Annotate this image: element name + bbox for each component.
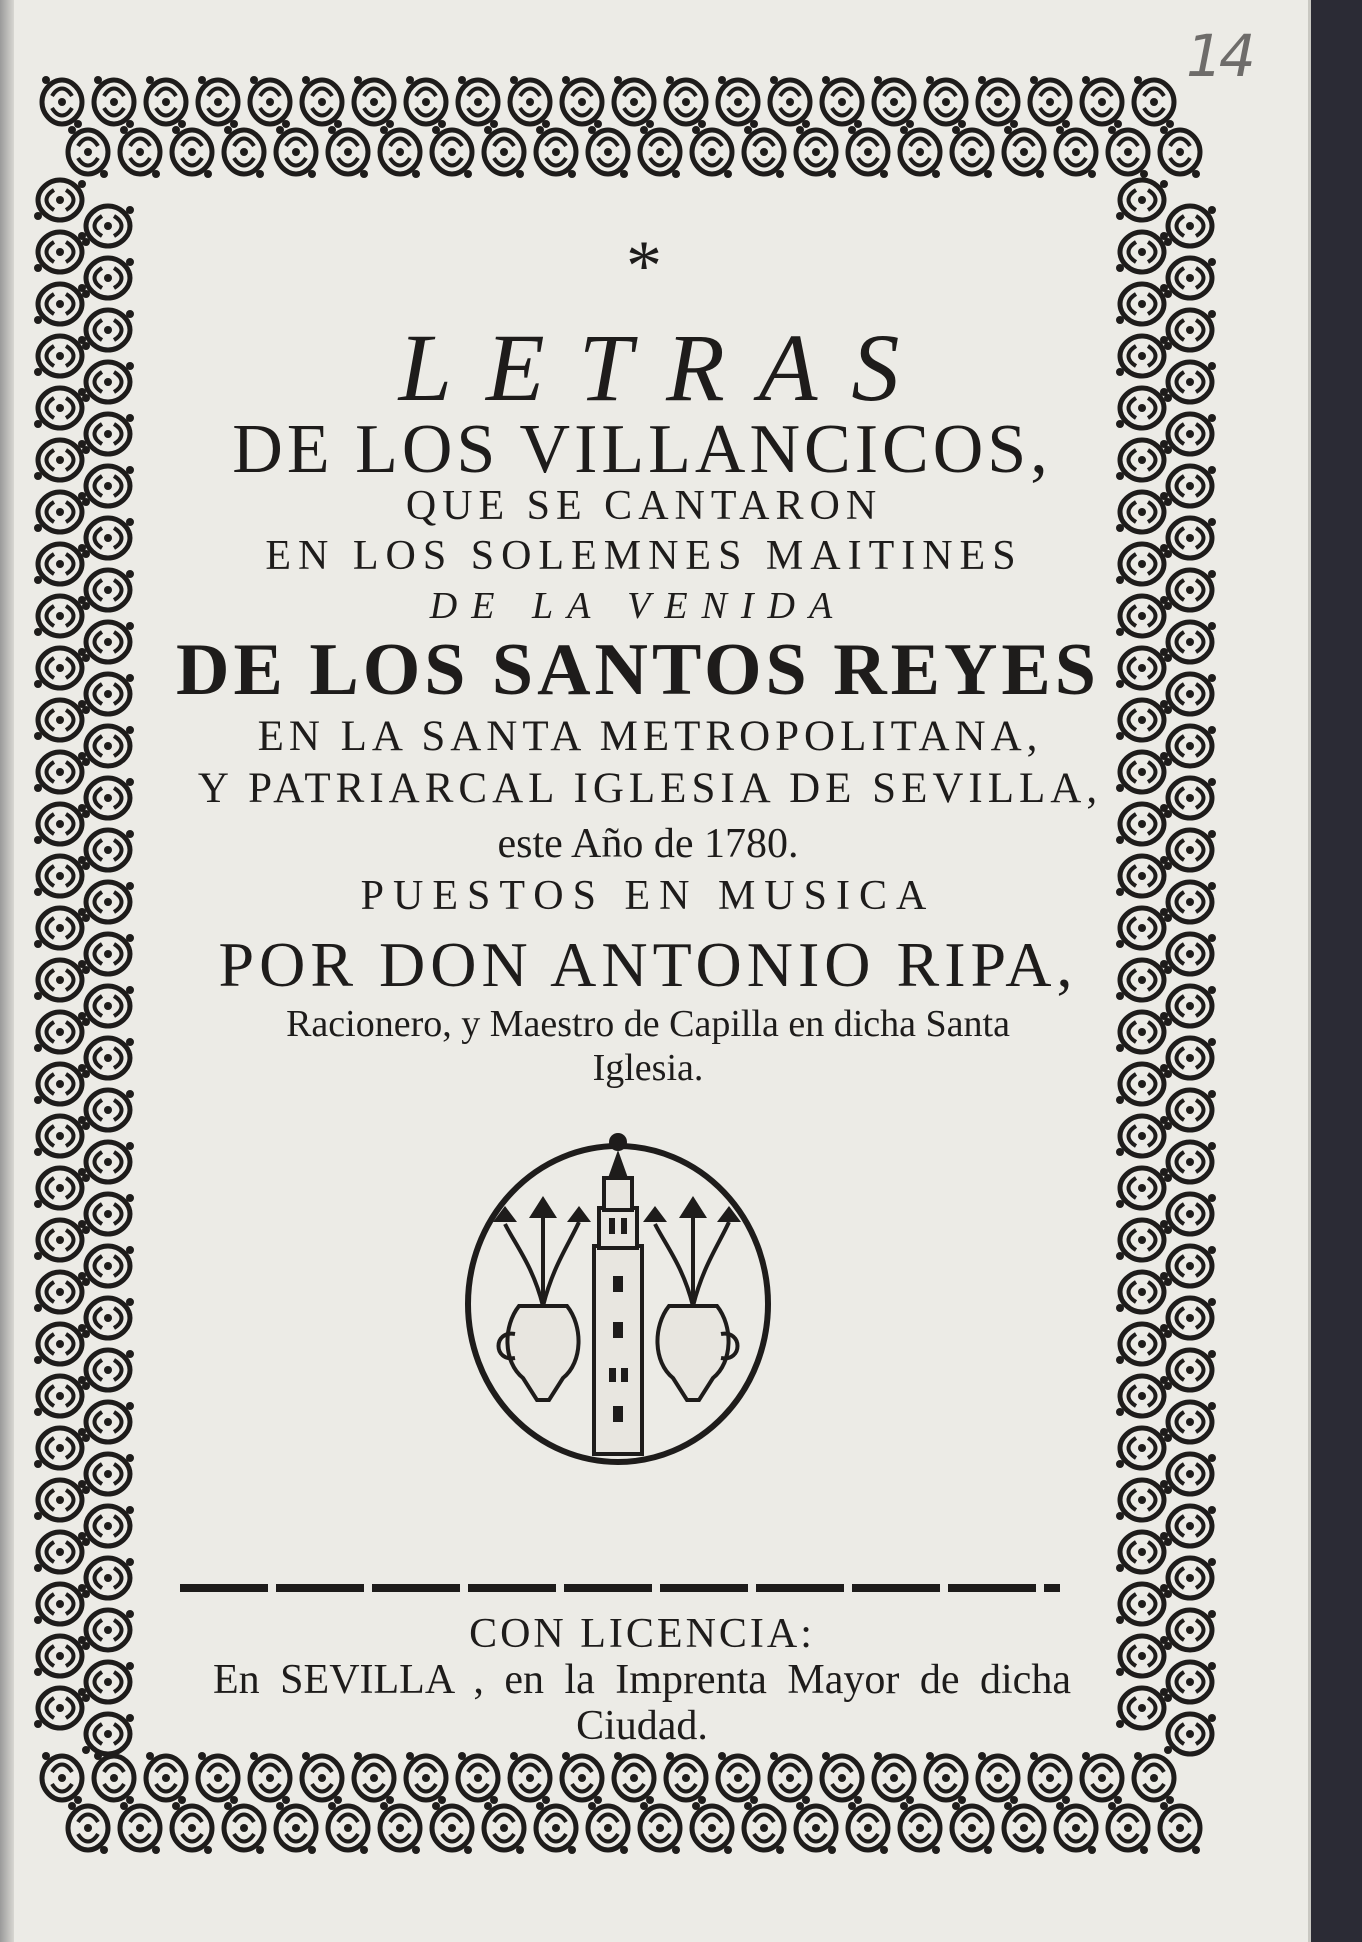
imprint-licencia: CON LICENCIA:	[469, 1611, 815, 1657]
border-ornament	[822, 1752, 862, 1804]
imprint-ciudad: Ciudad.	[576, 1703, 708, 1749]
border-ornament	[952, 1802, 992, 1854]
border-ornament	[874, 76, 914, 128]
border-bottom-ornaments	[42, 1752, 1200, 1854]
border-ornament	[1116, 1324, 1168, 1364]
border-ornament	[796, 1802, 836, 1854]
border-ornament	[666, 1752, 706, 1804]
border-ornament	[1116, 1376, 1168, 1416]
border-ornament	[666, 76, 706, 128]
border-ornament	[588, 126, 628, 178]
border-ornament	[94, 1752, 134, 1804]
title-line-cantaron: QUE SE CANTARON	[405, 483, 883, 529]
border-ornament	[432, 1802, 472, 1854]
title-line-patriarcal: Y PATRIARCAL IGLESIA DE SEVILLA,	[197, 765, 1103, 812]
border-ornament	[900, 126, 940, 178]
border-ornament	[380, 126, 420, 178]
border-ornament	[1108, 1802, 1148, 1854]
asterisk-ornament: *	[626, 226, 662, 306]
border-ornament	[744, 1802, 784, 1854]
border-ornament	[1164, 1246, 1216, 1286]
border-ornament	[718, 76, 758, 128]
border-ornament	[42, 1752, 82, 1804]
border-ornament	[250, 1752, 290, 1804]
border-ornament	[34, 1428, 86, 1468]
border-ornament	[172, 1802, 212, 1854]
border-ornament	[1030, 1752, 1070, 1804]
title-line-villancicos: DE LOS VILLANCICOS,	[232, 411, 1052, 488]
title-line-santos-reyes: DE LOS SANTOS REYES	[176, 629, 1100, 711]
border-ornament	[1116, 1220, 1168, 1260]
border-ornament	[34, 180, 86, 220]
border-ornament	[1082, 1752, 1122, 1804]
border-ornament	[718, 1752, 758, 1804]
title-line-composer: POR DON ANTONIO RIPA,	[218, 929, 1078, 1000]
border-ornament	[1056, 126, 1096, 178]
border-top-ornaments	[42, 76, 1200, 178]
border-ornament	[1164, 1454, 1216, 1494]
border-ornament	[406, 76, 446, 128]
title-line-racionero: Racionero, y Maestro de Capilla en dicha Santa	[286, 1003, 1010, 1045]
title-line-metropolitana: EN LA SANTA METROPOLITANA,	[257, 713, 1043, 760]
border-ornament	[978, 1752, 1018, 1804]
border-ornament	[146, 1752, 186, 1804]
border-ornament	[82, 1558, 134, 1598]
folio-number: 14	[1186, 22, 1252, 90]
border-ornament	[770, 1752, 810, 1804]
border-ornament	[1004, 126, 1044, 178]
title-line-musica: PUESTOS EN MUSICA	[360, 873, 936, 919]
border-ornament	[302, 1752, 342, 1804]
border-ornament	[692, 126, 732, 178]
border-ornament	[1116, 1428, 1168, 1468]
border-ornament	[34, 1116, 86, 1156]
border-ornament	[848, 126, 888, 178]
border-ornament	[276, 1802, 316, 1854]
border-ornament	[224, 1802, 264, 1854]
border-ornament	[328, 126, 368, 178]
border-ornament	[1004, 1802, 1044, 1854]
border-ornament	[510, 76, 550, 128]
border-ornament	[82, 1402, 134, 1442]
border-ornament	[796, 126, 836, 178]
border-ornament	[1116, 1480, 1168, 1520]
border-ornament	[900, 1802, 940, 1854]
border-ornament	[198, 1752, 238, 1804]
border-ornament	[1164, 1142, 1216, 1182]
border-ornament	[146, 76, 186, 128]
border-ornament	[978, 76, 1018, 128]
border-ornament	[302, 76, 342, 128]
border-ornament	[1164, 1402, 1216, 1442]
border-ornament	[1160, 126, 1200, 178]
border-ornament	[354, 1752, 394, 1804]
border-ornament	[458, 1752, 498, 1804]
title-letras: LETRAS	[398, 314, 934, 421]
border-ornament	[34, 1532, 86, 1572]
border-ornament	[926, 76, 966, 128]
border-ornament	[198, 76, 238, 128]
border-ornament	[1164, 1090, 1216, 1130]
border-ornament	[588, 1802, 628, 1854]
border-ornament	[458, 76, 498, 128]
border-ornament	[42, 76, 82, 128]
border-ornament	[614, 1752, 654, 1804]
border-ornament	[82, 1142, 134, 1182]
border-ornament	[822, 76, 862, 128]
border-ornament	[82, 1298, 134, 1338]
border-ornament	[82, 1350, 134, 1390]
border-ornament	[1116, 1272, 1168, 1312]
border-ornament	[536, 1802, 576, 1854]
border-ornament	[640, 1802, 680, 1854]
border-ornament	[82, 1090, 134, 1130]
border-ornament	[1164, 1194, 1216, 1234]
title-line-year: este Año de 1780.	[497, 821, 799, 867]
border-ornament	[1116, 180, 1168, 220]
border-ornament	[120, 1802, 160, 1854]
border-ornament	[952, 126, 992, 178]
border-ornament	[692, 1802, 732, 1854]
border-ornament	[848, 1802, 888, 1854]
border-ornament	[276, 126, 316, 178]
border-ornament	[1164, 1558, 1216, 1598]
border-ornament	[1116, 1168, 1168, 1208]
giralda-tower-with-vases-icon	[463, 1126, 773, 1466]
title-line-iglesia: Iglesia.	[592, 1047, 704, 1089]
border-ornament	[82, 1194, 134, 1234]
title-line-venida: DE LA VENIDA	[429, 585, 847, 627]
title-line-maitines: EN LOS SOLEMNES MAITINES	[265, 533, 1023, 579]
border-ornament	[874, 1752, 914, 1804]
border-ornament	[68, 126, 108, 178]
border-ornament	[1056, 1802, 1096, 1854]
border-ornament	[328, 1802, 368, 1854]
border-ornament	[536, 126, 576, 178]
border-ornament	[172, 126, 212, 178]
border-ornament	[34, 1272, 86, 1312]
border-ornament	[82, 1506, 134, 1546]
border-ornament	[926, 1752, 966, 1804]
border-ornament	[354, 76, 394, 128]
imprint-place: En SEVILLA , en la Imprenta Mayor de dicha	[213, 1657, 1071, 1703]
border-ornament	[1134, 1752, 1174, 1804]
border-ornament	[744, 126, 784, 178]
border-ornament	[640, 126, 680, 178]
border-ornament	[1164, 1350, 1216, 1390]
border-ornament	[34, 1220, 86, 1260]
border-ornament	[562, 76, 602, 128]
border-ornament	[1082, 76, 1122, 128]
border-ornament	[1134, 76, 1174, 128]
border-ornament	[82, 1454, 134, 1494]
border-ornament	[510, 1752, 550, 1804]
border-ornament	[250, 76, 290, 128]
border-ornament	[34, 1376, 86, 1416]
border-ornament	[94, 76, 134, 128]
border-ornament	[1030, 76, 1070, 128]
border-ornament	[614, 76, 654, 128]
border-ornament	[1116, 1116, 1168, 1156]
border-ornament	[1116, 1532, 1168, 1572]
border-ornament	[1164, 1298, 1216, 1338]
border-ornament	[1164, 1506, 1216, 1546]
border-ornament	[34, 1168, 86, 1208]
border-ornament	[484, 1802, 524, 1854]
border-ornament	[380, 1802, 420, 1854]
border-ornament	[68, 1802, 108, 1854]
imprint-rule	[180, 1584, 1060, 1592]
border-ornament	[82, 1246, 134, 1286]
border-ornament	[484, 126, 524, 178]
border-ornament	[432, 126, 472, 178]
border-ornament	[120, 126, 160, 178]
border-ornament	[562, 1752, 602, 1804]
border-ornament	[34, 1324, 86, 1364]
border-ornament	[1160, 1802, 1200, 1854]
border-ornament	[34, 1480, 86, 1520]
border-ornament	[770, 76, 810, 128]
border-ornament	[1108, 126, 1148, 178]
border-ornament	[224, 126, 264, 178]
border-ornament	[406, 1752, 446, 1804]
